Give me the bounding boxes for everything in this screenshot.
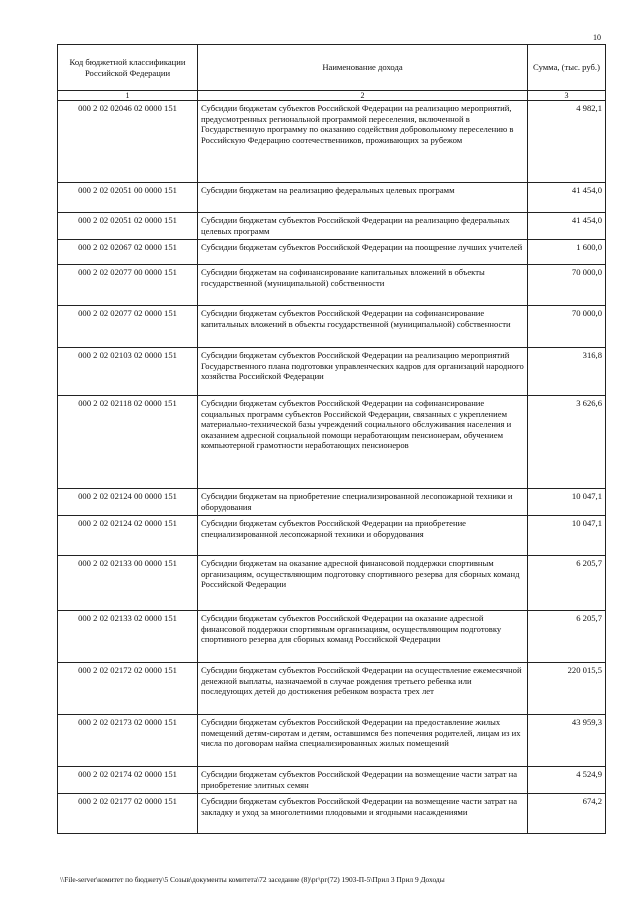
table-row bbox=[58, 183, 606, 213]
row-sum: 1 600,0 bbox=[528, 240, 606, 265]
row-name: Субсидии бюджетам на приобретение специализированной лесопожарной техники и оборудования bbox=[198, 489, 528, 516]
column-number: 1 bbox=[58, 91, 198, 101]
row-code: 000 2 02 02051 02 0000 151 bbox=[58, 213, 198, 240]
row-sum: 10 047,1 bbox=[528, 489, 606, 516]
column-number-row bbox=[58, 91, 606, 101]
row-sum: 70 000,0 bbox=[528, 306, 606, 348]
row-sum: 10 047,1 bbox=[528, 516, 606, 556]
table-row bbox=[58, 556, 606, 611]
row-name: Субсидии бюджетам субъектов Российской Федерации на приобретение специализированной лесопожарной техники и оборудования bbox=[198, 516, 528, 556]
row-code: 000 2 02 02118 02 0000 151 bbox=[58, 396, 198, 489]
table-row bbox=[58, 611, 606, 663]
row-code: 000 2 02 02067 02 0000 151 bbox=[58, 240, 198, 265]
row-name: Субсидии бюджетам субъектов Российской Федерации на софинансирование капитальных вложений в объекты государственной (муниципальной) собственности bbox=[198, 306, 528, 348]
row-code: 000 2 02 02077 00 0000 151 bbox=[58, 265, 198, 306]
row-code: 000 2 02 02133 00 0000 151 bbox=[58, 556, 198, 611]
row-code: 000 2 02 02173 02 0000 151 bbox=[58, 715, 198, 767]
row-sum: 220 015,5 bbox=[528, 663, 606, 715]
page-number: 10 bbox=[593, 33, 601, 42]
table-row bbox=[58, 767, 606, 794]
row-code: 000 2 02 02174 02 0000 151 bbox=[58, 767, 198, 794]
row-name: Субсидии бюджетам субъектов Российской Федерации на поощрение лучших учителей bbox=[198, 240, 528, 265]
row-sum: 41 454,0 bbox=[528, 213, 606, 240]
table-row bbox=[58, 794, 606, 834]
row-name: Субсидии бюджетам субъектов Российской Федерации на оказание адресной финансовой поддержки спортивным организациям, осуществляющим подготовку спортивного резерва для сборных команд Российской Федерации bbox=[198, 611, 528, 663]
table-row bbox=[58, 489, 606, 516]
table-row bbox=[58, 213, 606, 240]
header-sum: Сумма, (тыс. руб.) bbox=[528, 45, 606, 91]
table-row bbox=[58, 306, 606, 348]
table-row bbox=[58, 715, 606, 767]
row-sum: 43 959,3 bbox=[528, 715, 606, 767]
row-code: 000 2 02 02124 02 0000 151 bbox=[58, 516, 198, 556]
table-row bbox=[58, 265, 606, 306]
column-number: 2 bbox=[198, 91, 528, 101]
row-sum: 4 524,9 bbox=[528, 767, 606, 794]
row-sum: 316,8 bbox=[528, 348, 606, 396]
row-code: 000 2 02 02046 02 0000 151 bbox=[58, 101, 198, 183]
header-code: Код бюджетной классификации Российской Федерации bbox=[58, 45, 198, 91]
table-header-row bbox=[58, 45, 606, 91]
header-name: Наименование дохода bbox=[198, 45, 528, 91]
row-code: 000 2 02 02103 02 0000 151 bbox=[58, 348, 198, 396]
row-name: Субсидии бюджетам субъектов Российской Федерации на реализацию федеральных целевых программ bbox=[198, 213, 528, 240]
table-row bbox=[58, 101, 606, 183]
row-sum: 70 000,0 bbox=[528, 265, 606, 306]
row-code: 000 2 02 02124 00 0000 151 bbox=[58, 489, 198, 516]
row-name: Субсидии бюджетам субъектов Российской Федерации на осуществление ежемесячной денежной выплаты, назначаемой в случае рождения третьего ребенка или последующих детей до достижения ребенком возраста трех лет bbox=[198, 663, 528, 715]
row-name: Субсидии бюджетам на оказание адресной финансовой поддержки спортивным организациям, осуществляющим подготовку спортивного резерва для сборных команд Российской Федерации bbox=[198, 556, 528, 611]
row-name: Субсидии бюджетам субъектов Российской Федерации на возмещение части затрат на приобретение элитных семян bbox=[198, 767, 528, 794]
row-code: 000 2 02 02177 02 0000 151 bbox=[58, 794, 198, 834]
table-row bbox=[58, 396, 606, 489]
row-code: 000 2 02 02051 00 0000 151 bbox=[58, 183, 198, 213]
file-path-footer: \\File-server\комитет по бюджету\5 Созыв\документы комитета\72 заседание (8)\рг\рг(72) 1903-П-5\Прил 3 Прил 9 Доходы bbox=[60, 875, 445, 884]
table-row bbox=[58, 516, 606, 556]
row-name: Субсидии бюджетам субъектов Российской Федерации на реализацию мероприятий Государственного плана подготовки управленческих кадров для организаций народного хозяйства Российской Федерации bbox=[198, 348, 528, 396]
table-row bbox=[58, 348, 606, 396]
row-sum: 41 454,0 bbox=[528, 183, 606, 213]
row-sum: 674,2 bbox=[528, 794, 606, 834]
table-row bbox=[58, 663, 606, 715]
revenue-table bbox=[57, 44, 606, 834]
row-name: Субсидии бюджетам на софинансирование капитальных вложений в объекты государственной (муниципальной) собственности bbox=[198, 265, 528, 306]
row-sum: 4 982,1 bbox=[528, 101, 606, 183]
column-number: 3 bbox=[528, 91, 606, 101]
table-row bbox=[58, 240, 606, 265]
row-code: 000 2 02 02172 02 0000 151 bbox=[58, 663, 198, 715]
row-sum: 6 205,7 bbox=[528, 611, 606, 663]
row-name: Субсидии бюджетам субъектов Российской Федерации на реализацию мероприятий, предусмотренных региональной программой переселения, включенной в Государственную программу по оказанию содействия добровольному переселению в Российскую Федерацию соотечественников, проживающих за рубежом bbox=[198, 101, 528, 183]
row-name: Субсидии бюджетам на реализацию федеральных целевых программ bbox=[198, 183, 528, 213]
row-code: 000 2 02 02077 02 0000 151 bbox=[58, 306, 198, 348]
row-name: Субсидии бюджетам субъектов Российской Федерации на софинансирование социальных программ субъектов Российской Федерации, связанных с укреплением материально-технической базы учреждений социального обслуживания населения и оказанием адресной социальной помощи неработающим пенсионерам, обучением компьютерной грамотности неработающих пенсионеров bbox=[198, 396, 528, 489]
row-sum: 6 205,7 bbox=[528, 556, 606, 611]
row-name: Субсидии бюджетам субъектов Российской Федерации на предоставление жилых помещений детям-сиротам и детям, оставшимся без попечения родителей, лицам из их числа по договорам найма специализированных жилых помещений bbox=[198, 715, 528, 767]
row-name: Субсидии бюджетам субъектов Российской Федерации на возмещение части затрат на закладку и уход за многолетними плодовыми и ягодными насаждениями bbox=[198, 794, 528, 834]
row-code: 000 2 02 02133 02 0000 151 bbox=[58, 611, 198, 663]
row-sum: 3 626,6 bbox=[528, 396, 606, 489]
